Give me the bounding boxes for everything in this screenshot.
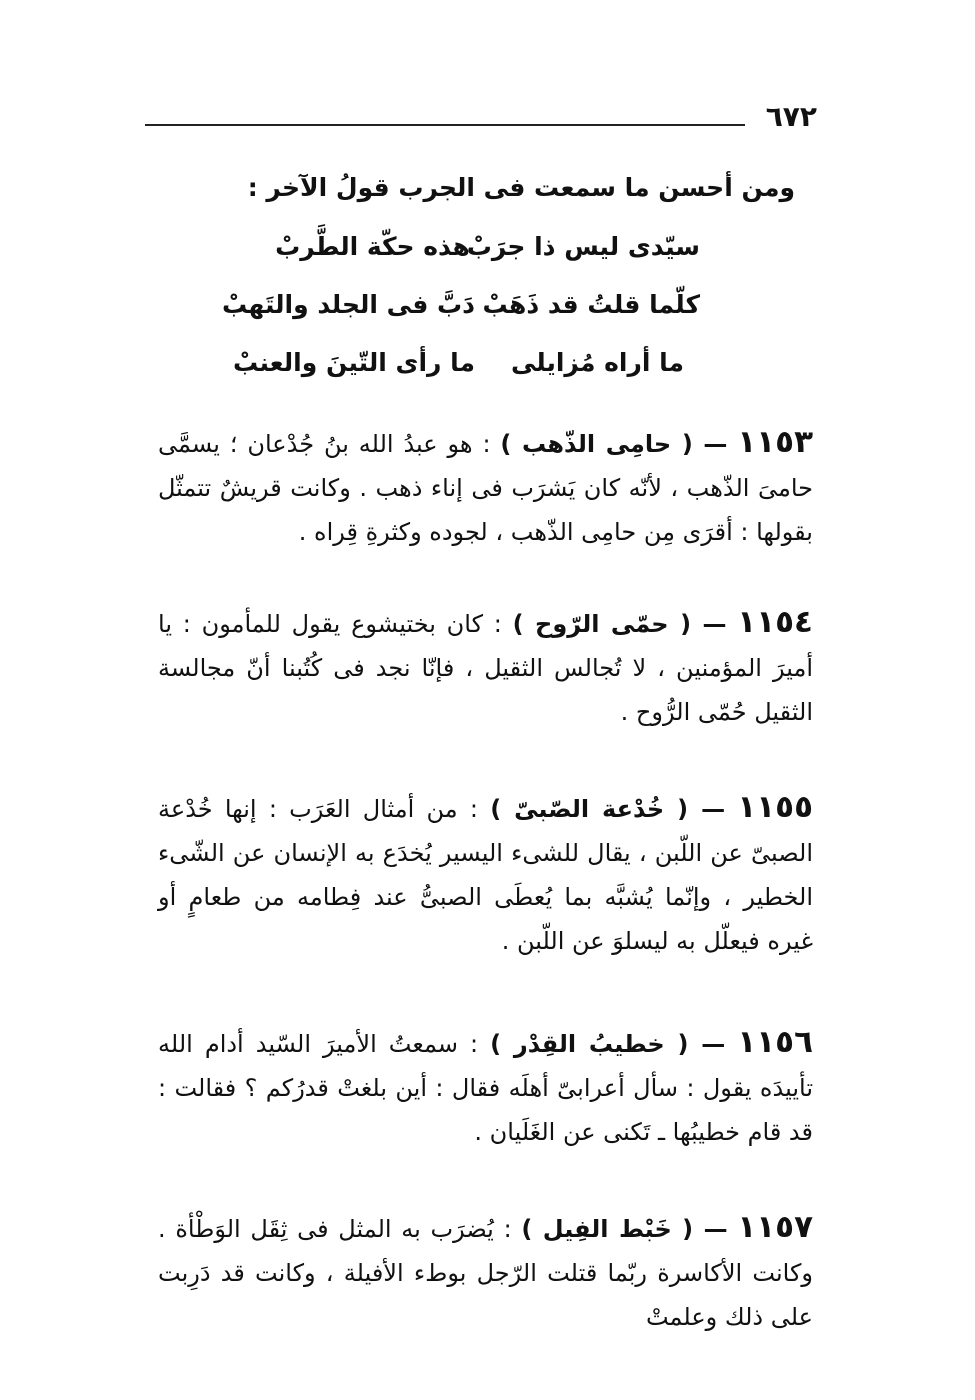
entry-1155: ١١٥٥ — ( خُدْعة الصّبىّ ) : من أمثال العَرَب : إنها خُدْعة الصبىّ عن اللّبن ، يقال للشىء اليسير يُخدَع به الإنسان عن الشّىء الخطير ، وإنّما يُشبَّه بما يُعطَى الصبىُّ عند فِطامه من طعامٍ أو غيره فيعلّل به ليسلوَ عن اللّبن .: [158, 789, 813, 955]
verse-first-hemistich: سيّدى ليس ذا جرَبْ: [466, 232, 700, 261]
poem: [221, 218, 700, 392]
poem-verse: [233, 334, 700, 392]
entry-title: ( خَبْط الفِيل ): [521, 1215, 694, 1243]
poem-verse: [221, 276, 700, 334]
poem-intro: ومن أحسن ما سمعت فى الجرب قولُ الآخر :: [247, 173, 795, 202]
verse-first-hemistich: كلّما قلتُ قد ذَهَبْ: [482, 290, 700, 319]
entry-number: ١١٥٤: [737, 604, 813, 640]
entry-number: ١١٥٣: [737, 424, 813, 460]
entry-text: : هو عبدُ الله بنُ جُدْعان ؛ يسمَّى حامىَ الذّهب ، لأنّه كان يَشرَب فى إناء ذهب . وكانت قريشٌ تتمثّل بقولها : أقرَى مِن حامِى الذّهب ، لجوده وكثرةِ قِراه .: [158, 430, 813, 546]
header-rule: [145, 124, 745, 126]
entry-number: ١١٥٧: [737, 1209, 813, 1245]
entry-title: ( حمّى الرّوح ): [512, 610, 692, 638]
page-number: ٦٧٢: [765, 100, 817, 133]
verse-second-hemistich: دَبَّ فى الجلد والتَهبْ: [221, 290, 475, 319]
entry-title: ( خطيبُ القِدْر ): [490, 1030, 689, 1058]
entry-number: ١١٥٥: [737, 789, 813, 825]
entry-title: ( خُدْعة الصّبىّ ): [490, 795, 689, 823]
entry-title: ( حامِى الذّهب ): [500, 430, 693, 458]
page-header: [145, 98, 817, 138]
entry-1157: ١١٥٧ — ( خَبْط الفِيل ) : يُضرَب به المثل فى ثِقَل الوَطْأة . وكانت الأكاسرة ربّما قتلت الرّجل بوطء الأفيلة ، وكانت قد دَرِبت على ذلك وعلمتْ: [158, 1209, 813, 1331]
entry-1156: ١١٥٦ — ( خطيبُ القِدْر ) : سمعتُ الأميرَ السّيد أدام الله تأييدَه يقول : سأل أعرابىّ أهلَه فقال : أين بلغتْ قدرُكم ؟ فقالت : قد قام خطيبُها ـ تَكنى عن الغَلَيان .: [158, 1024, 814, 1146]
entry-1153: ١١٥٣ — ( حامِى الذّهب ) : هو عبدُ الله بنُ جُدْعان ؛ يسمَّى حامىَ الذّهب ، لأنّه كان يَشرَب فى إناء ذهب . وكانت قريشٌ تتمثّل بقولها : أقرَى مِن حامِى الذّهب ، لجوده وكثرةِ قِراه .: [158, 424, 813, 546]
entry-text: : سمعتُ الأميرَ السّيد أدام الله تأييدَه يقول : سأل أعرابىّ أهلَه فقال : أين بلغتْ قدرُكم ؟ فقالت : قد قام خطيبُها ـ تَكنى عن الغَلَيان .: [158, 1030, 813, 1146]
verse-second-hemistich: هذه حكّة الطَّربْ: [275, 232, 470, 261]
verse-second-hemistich: ما رأى التّينَ والعنبْ: [233, 348, 475, 377]
entry-text: : من أمثال العَرَب : إنها خُدْعة الصبىّ عن اللّبن ، يقال للشىء اليسير يُخدَع به الإنسان عن الشّىء الخطير ، وإنّما يُشبَّه بما يُعطَى الصبىُّ عند فِطامه من طعامٍ أو غيره فيعلّل به ليسلوَ عن اللّبن .: [158, 795, 813, 955]
verse-first-hemistich: ما أراه مُزايلى: [510, 348, 685, 377]
entry-1154: ١١٥٤ — ( حمّى الرّوح ) : كان بختيشوع يقول للمأمون : يا أميرَ المؤمنين ، لا تُجالس الثقيل ، فإنّا نجد فى كُتُبنا أنّ مجالسة الثقيل حُمّى الرُّوح .: [158, 604, 813, 726]
entry-text: : كان بختيشوع يقول للمأمون : يا أميرَ المؤمنين ، لا تُجالس الثقيل ، فإنّا نجد فى كُتُبنا أنّ مجالسة الثقيل حُمّى الرُّوح .: [158, 610, 813, 726]
entry-number: ١١٥٦: [737, 1024, 814, 1060]
poem-verse: [270, 218, 700, 276]
entry-text: : يُضرَب به المثل فى ثِقَل الوَطْأة . وكانت الأكاسرة ربّما قتلت الرّجل بوطء الأفيلة ، وكانت قد دَرِبت على ذلك وعلمتْ: [158, 1215, 813, 1331]
